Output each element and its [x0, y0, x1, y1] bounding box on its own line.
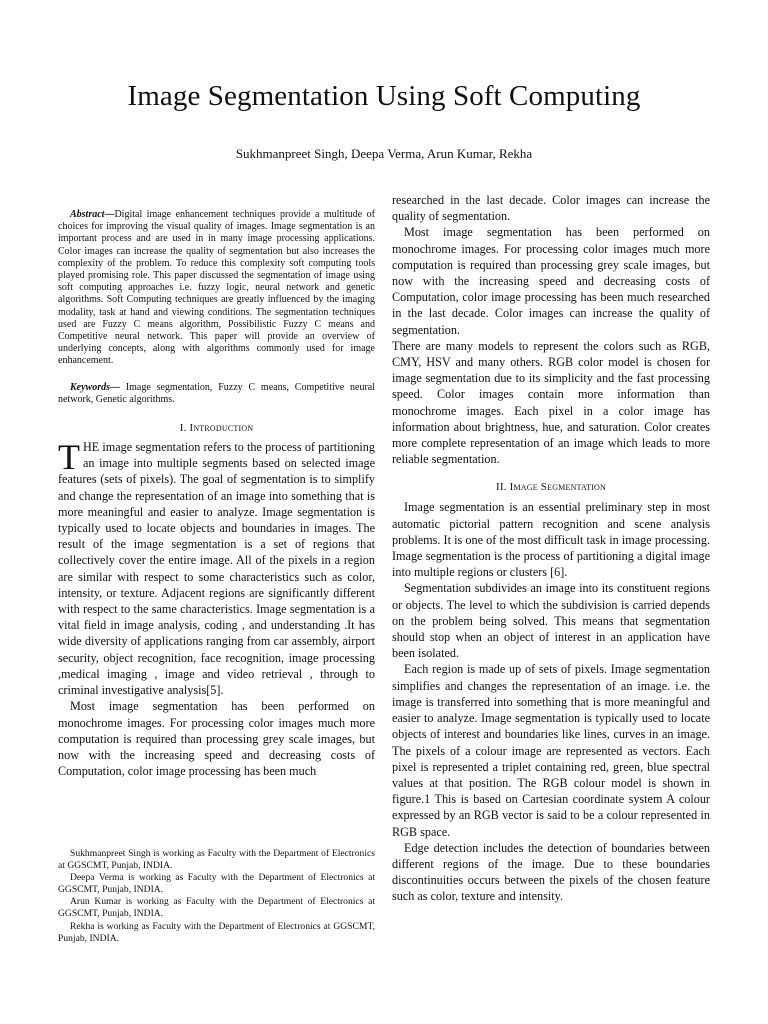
- intro-paragraph-1: [58, 439, 375, 698]
- abstract-text: Digital image enhancement techniques provide a multitude of choices for improving the visual quality of images. Image segmentation is an important process and are used in in many image processing applications. Color images can increase the quality of segmentation but also increases the complexity of the problem. To reduce this complexity soft computing tools played promising role. This paper discussed the segmentation of image using soft computing approaches i.e. fuzzy logic, neural network and genetic algorithms. Soft Computing techniques are greatly influenced by the imaging modality, task at hand and viewing conditions. The segmentation techniques used are Fuzzy C means algorithm, Possibilistic Fuzzy C means and Competitive neural network. This paper will provide an overview of underlying concepts, along with algorithms commonly used for image enhancement.: [58, 209, 375, 367]
- section-heading-image-segmentation: II. Image Segmentation: [496, 481, 606, 494]
- footnote: Rekha is working as Faculty with the Department of Electronics at GGSCMT, Punjab, INDIA.: [58, 920, 375, 944]
- intro-paragraph-2: Most image segmentation has been performed on monochrome images. For processing color images much more computation is required than processing grey scale images, but now with the increasing speed and decreasing costs of Computation, color image processing has been much: [58, 699, 375, 779]
- author-list: Sukhmanpreet Singh, Deepa Verma, Arun Kumar, Rekha: [235, 146, 533, 161]
- paragraph-monochrome: Most image segmentation has been performed on monochrome images. For processing color images much more computation is required than processing grey scale images, but now with the increasing speed and decreasing costs of Computation, color image processing has been much researched in the last decade. Color images can increase the quality of segmentation.: [392, 225, 710, 337]
- footnote: Arun Kumar is working as Faculty with the Department of Electronics at GGSCMT, Punjab, INDIA.: [58, 896, 375, 920]
- segmentation-paragraph-4: Edge detection includes the detection of boundaries between different regions of the image. Due to these boundaries discontinuities occurs between the pixels of the chosen feature such as color, texture and intensity.: [392, 840, 710, 904]
- paper-title: Image Segmentation Using Soft Computing: [127, 80, 641, 112]
- keywords-text: Image segmentation, Fuzzy C means, Competitive neural network, Genetic algorithms.: [58, 381, 375, 405]
- footnote: Deepa Verma is working as Faculty with the Department of Electronics at GGSCMT, Punjab, INDIA.: [58, 872, 375, 896]
- keywords: [58, 382, 375, 406]
- segmentation-paragraph-3: Each region is made up of sets of pixels. Image segmentation simplifies and changes the representation of an image. i.e. the image is transferred into something that is more meaningful and easier to analyze. Image segmentation is typically used to locate objects of interest and boundaries like lines, curves in an image. The pixels of a colour image are represented as vectors. Each pixel is represented a triplet containing red, green, blue spectral values at that position. The RGB colour model is shown in figure.1 This is based on Cartesian coordinate system A colour expressed by an RGB vector is said to be a colour represented in RGB space.: [392, 662, 710, 839]
- abstract: [58, 209, 375, 368]
- segmentation-paragraph-2: Segmentation subdivides an image into its constituent regions or objects. The level to which the subdivision is carried depends on the problem being solved. This means that segmentation should stop when an object of interest in an application have been isolated.: [392, 581, 710, 661]
- paragraph-color-models: There are many models to represent the colors such as RGB, CMY, HSV and many others. RGB color model is chosen for image segmentation due to its simplicity and the fast processing speed. Color images contain more information than monochrome images. Each pixel in a color image has information about brightness, hue, and saturation. Color creates more complete representation of an image which leads to more reliable segmentation.: [392, 338, 710, 467]
- keywords-heading: Keywords—: [70, 381, 120, 393]
- drop-cap: T: [58, 437, 80, 478]
- segmentation-paragraph-1: Image segmentation is an essential preliminary step in most automatic pictorial pattern recognition and scene analysis problems. It is one of the most difficult task in image processing. Image segmentation is the process of partitioning a digital image into multiple regions or clusters [6].: [392, 500, 710, 580]
- abstract-heading: Abstract—: [70, 209, 115, 220]
- right-column: [392, 192, 710, 905]
- section-heading-introduction: I. Introduction: [179, 422, 254, 435]
- intro-paragraph-1-text: HE image segmentation refers to the process of partitioning an image into multiple segments based on selected image features (sets of pixels). The goal of segmentation is to simplify and change the representation of an image into something that is more meaningful and easier to analyze. Image segmentation is typically used to locate objects and boundaries in images. The result of the image segmentation is a set of regions that collectively cover the entire image. All of the pixels in a region are similar with respect to some characteristics such as color, intensity, or texture. Adjacent regions are significantly different with respect to the same characteristics. Image segmentation is a vital field in image analysis, coding , and understanding .It has wide diversity of applications ranging from car assembly, airport security, object recognition, face recognition, image processing ,medical imaging , image and video retrieval , through to criminal investigative analysis[5].: [58, 440, 375, 698]
- author-footnotes: [58, 848, 375, 945]
- continued-paragraph: researched in the last decade. Color images can increase the quality of segmentation.: [392, 193, 710, 224]
- left-column: [58, 209, 375, 779]
- footnote: Sukhmanpreet Singh is working as Faculty with the Department of Electronics at GGSCMT, Punjab, INDIA.: [58, 848, 375, 872]
